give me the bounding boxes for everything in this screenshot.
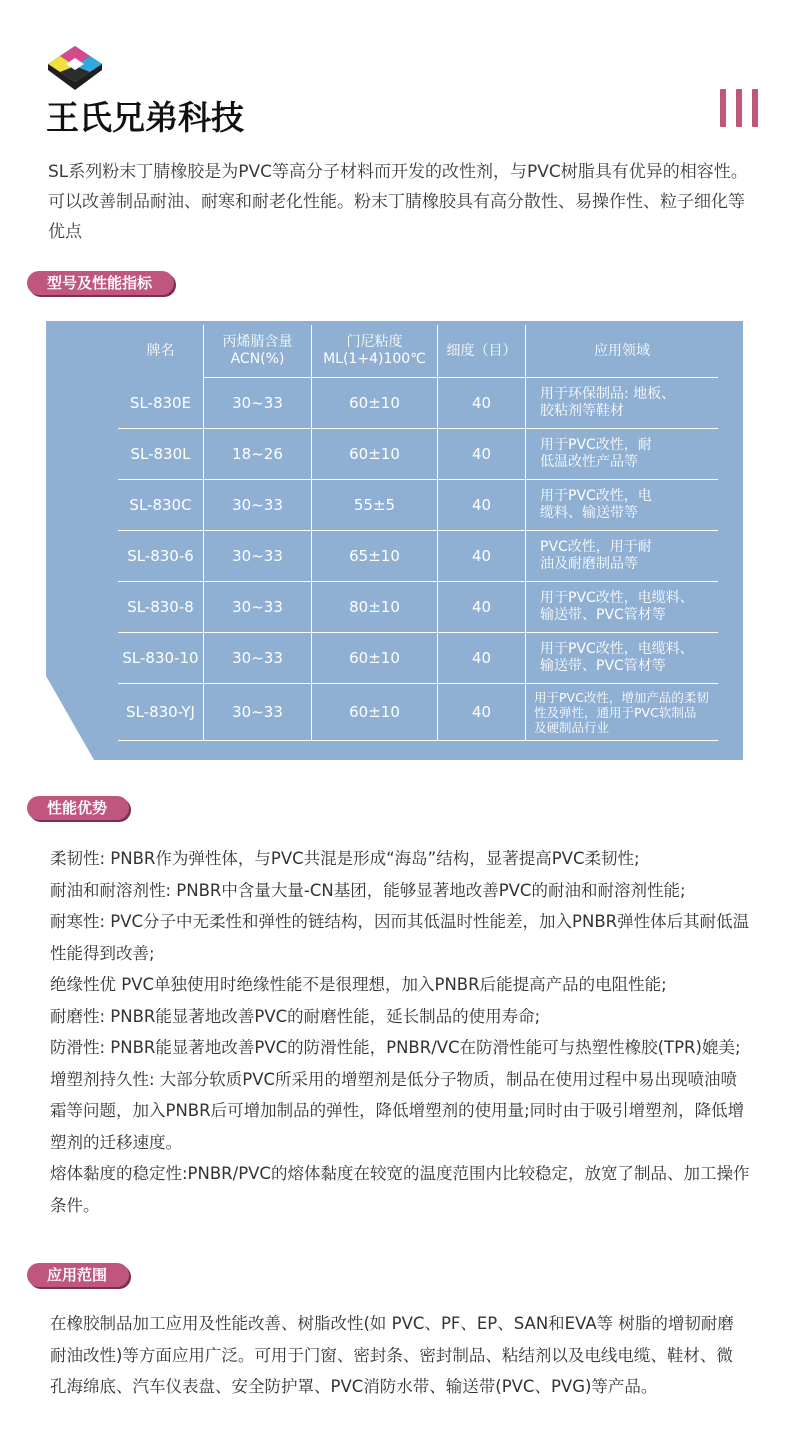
section-tag-advantages: 性能优势 — [27, 796, 129, 820]
advantages-list — [50, 843, 750, 1221]
value-cell: 65±10 — [312, 531, 438, 581]
advantage-item: 耐磨性: PNBR能显著地改善PVC的耐磨性能，延长制品的使用寿命; — [50, 1006, 541, 1026]
advantage-item: 柔韧性: PNBR作为弹性体，与PVC共混是形成“海岛”结构，显著提高PVC柔韧性; — [50, 849, 640, 868]
value-cell: 40 — [438, 684, 526, 740]
header-label: 丙烯腈含量 ACN(%) — [222, 334, 293, 367]
applications-paragraph: 在橡胶制品加工应用及性能改善、树脂改性(如 PVC、PF、EP、SAN和EVA等 树脂的增韧耐磨耐油改性)等方面应用广泛。可用于门窗、密封条、密封制品、粘结剂以及电线电缆、鞋材、微孔海绵底、汽车仪表盘、安全防护罩、PVC消防水带、输送带(PVC、PVG)等产品。 — [50, 1314, 734, 1396]
application-cell: 用于PVC改性，电缆料、 输送带、PVC管材等 — [540, 641, 694, 674]
spec-table — [118, 325, 718, 741]
header-label: 应用领域 — [594, 342, 650, 359]
application-cell: 用于环保制品: 地板、 胶粘剂等鞋材 — [540, 386, 676, 419]
grade-cell: SL-830-10 — [118, 633, 204, 683]
grade-cell: SL-830-6 — [118, 531, 204, 581]
header-label: 细度（目） — [446, 342, 517, 359]
advantage-item: 耐寒性: PVC分子中无柔性和弹性的链结构，因而其低温时性能差，加入PNBR弹性体后其耐低温性能得到改善; — [50, 912, 750, 963]
value-cell: 60±10 — [312, 378, 438, 428]
value-cell: 40 — [438, 378, 526, 428]
intro-paragraph: SL系列粉末丁腈橡胶是为PVC等高分子材料而开发的改性剂，与PVC树脂具有优异的相容性。可以改善制品耐油、耐寒和耐老化性能。粉末丁腈橡胶具有高分散性、易操作性、粒子细化等优点 — [48, 162, 748, 242]
value-cell: 30~33 — [204, 633, 312, 683]
value-cell: 80±10 — [312, 582, 438, 632]
value-cell: 40 — [438, 480, 526, 530]
header-cell — [526, 325, 718, 378]
table-row — [118, 378, 718, 429]
application-cell: PVC改性，用于耐 油及耐磨制品等 — [540, 539, 652, 572]
advantage-item: 防滑性: PNBR能显著地改善PVC的防滑性能，PNBR/VC在防滑性能可与热塑性橡胶(TPR)媲美; — [50, 1038, 741, 1057]
value-cell: 30~33 — [204, 378, 312, 428]
grade-cell: SL-830E — [118, 378, 204, 428]
value-cell: 60±10 — [312, 429, 438, 479]
application-cell: 用于PVC改性，电缆料、 输送带、PVC管材等 — [540, 590, 694, 623]
header-cell — [204, 325, 312, 378]
application-cell: 用于PVC改性，电 缆料、输送带等 — [540, 488, 652, 521]
value-cell: 55±5 — [312, 480, 438, 530]
grade-cell: SL-830-8 — [118, 582, 204, 632]
advantage-item: 增塑剂持久性: 大部分软质PVC所采用的增塑剂是低分子物质，制品在使用过程中易出现喷油喷霜等问题，加入PNBR后可增加制品的弹性，降低增塑剂的使用量;同时由于吸引增塑剂，降低增塑剂的迁移速度。 — [50, 1069, 745, 1152]
header-cell — [312, 325, 438, 378]
value-cell: 30~33 — [204, 480, 312, 530]
grade-cell: SL-830-YJ — [118, 684, 204, 740]
table-row — [118, 684, 718, 741]
advantage-item: 绝缘性优 PVC单独使用时绝缘性能不是很理想，加入PNBR后能提高产品的电阻性能; — [50, 975, 667, 994]
value-cell: 40 — [438, 531, 526, 581]
grade-cell: SL-830C — [118, 480, 204, 530]
table-row — [118, 582, 718, 633]
value-cell: 60±10 — [312, 633, 438, 683]
value-cell: 40 — [438, 633, 526, 683]
table-header-row — [118, 325, 718, 378]
grade-cell: SL-830L — [118, 429, 204, 479]
section-tag-applications: 应用范围 — [27, 1263, 129, 1287]
header-label: 门尼粘度 ML(1+4)100℃ — [323, 334, 426, 367]
value-cell: 30~33 — [204, 684, 312, 740]
table-row — [118, 633, 718, 684]
brand-name: 王氏兄弟科技 — [46, 98, 244, 137]
menu-icon[interactable] — [720, 89, 758, 127]
table-row — [118, 429, 718, 480]
value-cell: 18~26 — [204, 429, 312, 479]
advantage-item: 熔体黏度的稳定性:PNBR/PVC的熔体黏度在较宽的温度范围内比较稳定，放宽了制品、加工操作条件。 — [50, 1164, 750, 1215]
section-tag-specs: 型号及性能指标 — [27, 271, 174, 295]
header-label: 牌名 — [146, 343, 175, 359]
value-cell: 40 — [438, 582, 526, 632]
value-cell: 30~33 — [204, 582, 312, 632]
table-row — [118, 531, 718, 582]
value-cell: 60±10 — [312, 684, 438, 740]
application-cell: 用于PVC改性，耐 低温改性产品等 — [540, 437, 652, 470]
brand-logo-icon — [46, 44, 104, 94]
header-cell — [118, 325, 204, 378]
table-row — [118, 480, 718, 531]
value-cell: 30~33 — [204, 531, 312, 581]
application-cell: 用于PVC改性，增加产品的柔韧 性及弹性，通用于PVC软制品 及硬制品行业 — [534, 689, 709, 735]
advantage-item: 耐油和耐溶剂性: PNBR中含量大量-CN基团，能够显著地改善PVC的耐油和耐溶剂性能; — [50, 880, 686, 900]
header-cell — [438, 325, 526, 378]
value-cell: 40 — [438, 429, 526, 479]
